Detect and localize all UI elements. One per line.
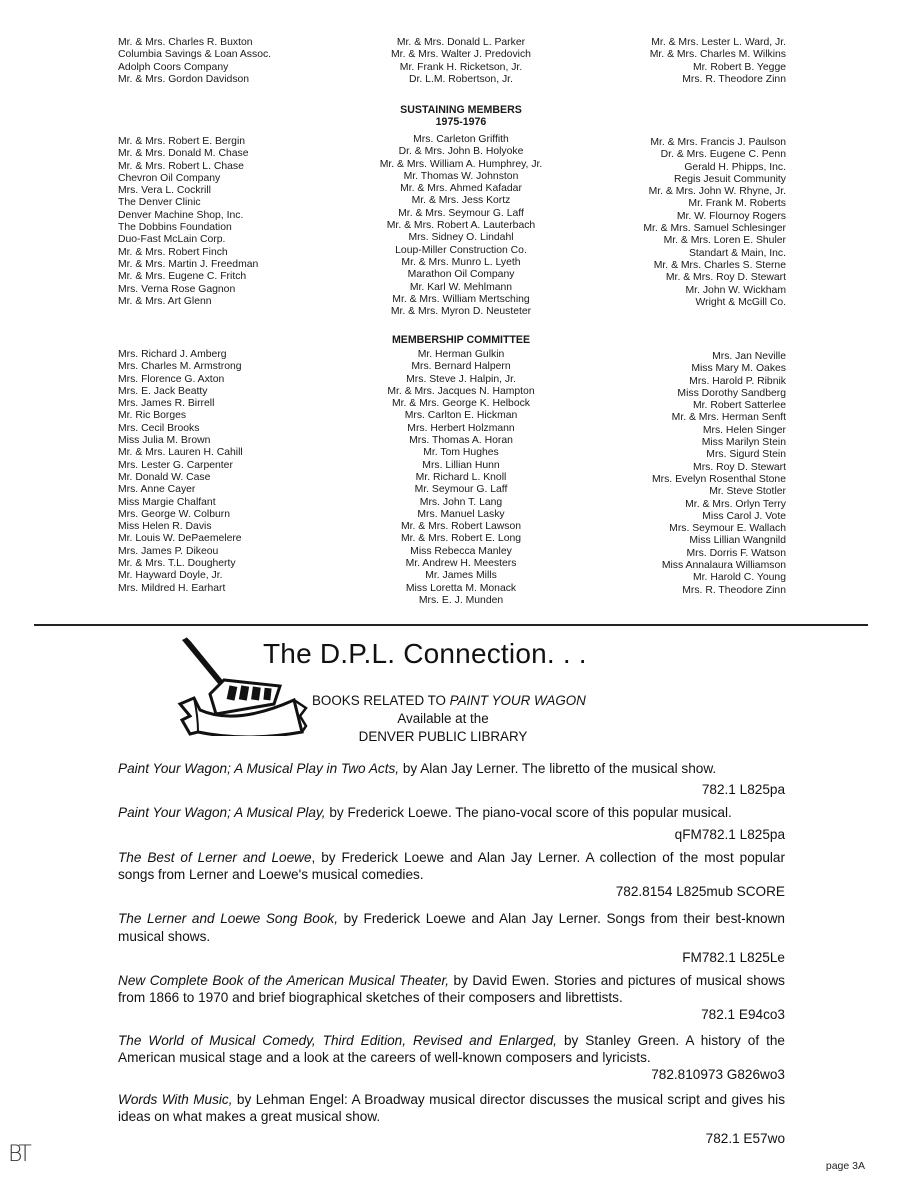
member-name: Mrs. Verna Rose Gagnon bbox=[118, 283, 236, 295]
member-name: Mr. Donald W. Case bbox=[118, 471, 211, 483]
member-name: Mrs. Evelyn Rosenthal Stone bbox=[652, 473, 786, 485]
member-name: Mr. & Mrs. Charles R. Buxton bbox=[118, 37, 253, 48]
typesetter-initials: BT bbox=[8, 1142, 28, 1167]
member-name: Marathon Oil Company bbox=[407, 269, 515, 281]
member-name: Mr. & Mrs. Robert Lawson bbox=[400, 521, 522, 533]
book-entry bbox=[118, 972, 785, 1024]
member-name: Mrs. Helen Singer bbox=[702, 424, 786, 436]
member-name: Mrs. Roy D. Stewart bbox=[693, 461, 786, 473]
book-title: Paint Your Wagon; A Musical Play, bbox=[118, 805, 326, 821]
sustaining-members-heading bbox=[336, 104, 586, 128]
member-name: Mrs. Steve J. Halpin, Jr. bbox=[406, 373, 516, 385]
patrons-right-column bbox=[604, 37, 786, 86]
member-name: Mrs. James R. Birrell bbox=[118, 398, 215, 410]
member-name: Mr. & Mrs. Art Glenn bbox=[118, 295, 212, 307]
member-name: Mr. Frank H. Ricketson, Jr. bbox=[399, 61, 523, 73]
page-number: page 3A bbox=[825, 1160, 865, 1172]
member-name: The Denver Clinic bbox=[118, 197, 201, 209]
member-name: Mrs. George W. Colburn bbox=[118, 508, 231, 520]
member-name: Mr. & Mrs. Seymour G. Laff bbox=[398, 207, 524, 219]
member-name: Mr. & Mrs. William Mertsching bbox=[392, 293, 530, 305]
member-name: Mr. & Mrs. Robert A. Lauterbach bbox=[386, 220, 536, 232]
member-name: Miss Helen R. Davis bbox=[118, 521, 212, 533]
member-name: Mr. Frank M. Roberts bbox=[688, 198, 786, 210]
member-name: Mr. & Mrs. Loren E. Shuler bbox=[663, 235, 786, 247]
call-number: qFM782.1 L825pa bbox=[674, 826, 785, 842]
member-name: Mr. & Mrs. Herman Senft bbox=[671, 412, 786, 424]
member-name: Mrs. Carlton E. Hickman bbox=[404, 410, 518, 422]
member-name: Mr. & Mrs. Gordon Davidson bbox=[118, 73, 250, 85]
member-name: Miss Marilyn Stein bbox=[701, 437, 786, 449]
subtitle-prefix: BOOKS RELATED TO bbox=[312, 693, 450, 708]
sustaining-years: 1975-1976 bbox=[435, 116, 487, 128]
member-name: Miss Carol J. Vote bbox=[702, 510, 786, 522]
member-name: Mrs. Harold P. Ribnik bbox=[689, 375, 786, 387]
book-title: The Best of Lerner and Loewe bbox=[118, 849, 312, 865]
member-name: Mr. Robert B. Yegge bbox=[693, 61, 786, 73]
member-name: Mr. & Mrs. Donald L. Parker bbox=[396, 37, 526, 48]
member-name: Mr. & Mrs. Robert E. Bergin bbox=[118, 136, 246, 147]
call-number: 782.810973 G826wo3 bbox=[651, 1067, 785, 1083]
member-name: Mr. & Mrs. Charles S. Sterne bbox=[653, 259, 786, 271]
sustaining-heading-text: SUSTAINING MEMBERS bbox=[400, 104, 522, 116]
member-name: Mr. & Mrs. Robert E. Long bbox=[400, 533, 522, 545]
member-name: Gerald H. Phipps, Inc. bbox=[684, 161, 786, 173]
member-name: Mr. & Mrs. Eugene C. Fritch bbox=[118, 271, 247, 283]
call-number: 782.1 E94co3 bbox=[701, 1007, 785, 1023]
book-title: New Complete Book of the American Musical Theater, bbox=[118, 973, 449, 989]
member-name: Miss Loretta M. Monack bbox=[405, 582, 517, 594]
member-name: Miss Julia M. Brown bbox=[118, 435, 211, 447]
member-name: Miss Annalaura Williamson bbox=[661, 560, 786, 572]
member-name: Mrs. Florence G. Axton bbox=[118, 373, 225, 385]
member-name: Mr. Seymour G. Laff bbox=[414, 484, 508, 496]
dpl-subtitle bbox=[312, 693, 586, 710]
member-name: Mrs. Carleton Griffith bbox=[413, 134, 509, 145]
member-name: Miss Mary M. Oakes bbox=[691, 363, 786, 375]
member-name: Mrs. Charles M. Armstrong bbox=[118, 361, 242, 373]
book-description: , by Frederick Loewe and Alan Jay Lerner. A collection of the most popular songs from Lerner and Loewe's musical comedies. bbox=[118, 849, 785, 883]
member-name: Mr. & Mrs. Robert Finch bbox=[118, 246, 228, 258]
member-name: Mr. & Mrs. Charles M. Wilkins bbox=[649, 49, 786, 61]
sustaining-right-column bbox=[604, 137, 786, 309]
member-name: Denver Machine Shop, Inc. bbox=[118, 209, 244, 221]
member-name: Duo-Fast McLain Corp. bbox=[118, 234, 226, 246]
member-name: Mr. & Mrs. John W. Rhyne, Jr. bbox=[648, 186, 786, 198]
member-name: Mrs. James P. Dikeou bbox=[118, 545, 219, 557]
member-name: The Dobbins Foundation bbox=[118, 222, 232, 234]
book-entry bbox=[118, 804, 785, 842]
member-name: Mr. & Mrs. Walter J. Predovich bbox=[391, 49, 531, 61]
book-entry bbox=[118, 760, 785, 798]
committee-left-column bbox=[118, 349, 318, 595]
member-name: Mrs. Seymour E. Wallach bbox=[669, 523, 786, 535]
sustaining-left-column bbox=[118, 136, 318, 308]
member-name: Mr. Thomas W. Johnston bbox=[403, 170, 519, 182]
book-title: Paint Your Wagon; A Musical Play in Two Acts, bbox=[118, 761, 400, 776]
sustaining-middle-column bbox=[336, 134, 586, 318]
call-number: 782.1 L825pa bbox=[701, 782, 785, 798]
book-description: by Frederick Loewe and Alan Jay Lerner. Songs from their best-known musical shows. bbox=[118, 911, 785, 944]
member-name: Mr. & Mrs. George K. Helbock bbox=[391, 398, 530, 410]
book-description: by Frederick Loewe. The piano-vocal score of this popular musical. bbox=[325, 805, 732, 821]
member-name: Wright & McGill Co. bbox=[695, 296, 786, 308]
member-name: Mr. Ric Borges bbox=[118, 410, 187, 422]
member-name: Mr. & Mrs. Martin J. Freedman bbox=[118, 258, 259, 270]
member-name: Mrs. Richard J. Amberg bbox=[118, 349, 227, 360]
member-name: Mr. & Mrs. Jacques N. Hampton bbox=[387, 385, 535, 397]
member-name: Mr. Karl W. Mehlmann bbox=[409, 281, 513, 293]
member-name: Mr. & Mrs. Munro L. Lyeth bbox=[401, 256, 521, 268]
member-name: Mr. Hayward Doyle, Jr. bbox=[118, 570, 223, 582]
member-name: Mr. & Mrs. Samuel Schlesinger bbox=[643, 223, 786, 235]
book-title: Words With Music, bbox=[118, 1092, 233, 1108]
member-name: Mr. & Mrs. William A. Humphrey, Jr. bbox=[379, 158, 543, 170]
member-name: Mrs. John T. Lang bbox=[419, 496, 503, 508]
member-name: Mrs. Cecil Brooks bbox=[118, 422, 200, 434]
member-name: Mrs. R. Theodore Zinn bbox=[682, 584, 786, 596]
patrons-left-column bbox=[118, 37, 318, 86]
dpl-library-line: DENVER PUBLIC LIBRARY bbox=[358, 729, 528, 744]
member-name: Adolph Coors Company bbox=[118, 61, 229, 73]
member-name: Mr. & Mrs. Lester L. Ward, Jr. bbox=[651, 37, 786, 48]
member-name: Dr. & Mrs. Eugene C. Penn bbox=[660, 149, 786, 161]
member-name: Mr. & Mrs. Jess Kortz bbox=[411, 195, 511, 207]
book-description: by Lehman Engel: A Broadway musical director discusses the musical script and gives his ideas on what makes a great musical show. bbox=[118, 1092, 785, 1125]
member-name: Dr. & Mrs. John B. Holyoke bbox=[398, 146, 524, 158]
book-description: by Stanley Green. A history of the American musical stage and a look at the careers of well-known composers and lyricists. bbox=[118, 1032, 785, 1065]
member-name: Mrs. E. J. Munden bbox=[418, 594, 504, 606]
member-name: Mr. John W. Wickham bbox=[685, 284, 786, 296]
member-name: Mr. Richard L. Knoll bbox=[415, 471, 507, 483]
member-name: Mrs. Herbert Holzmann bbox=[407, 422, 515, 434]
patrons-middle-column bbox=[336, 37, 586, 86]
member-name: Mrs. Manuel Lasky bbox=[417, 508, 505, 520]
member-name: Mr. & Mrs. Lauren H. Cahill bbox=[118, 447, 243, 459]
member-name: Mrs. Dorris F. Watson bbox=[686, 547, 786, 559]
member-name: Chevron Oil Company bbox=[118, 172, 221, 184]
member-name: Mrs. Lillian Hunn bbox=[422, 459, 500, 471]
member-name: Mrs. R. Theodore Zinn bbox=[682, 73, 786, 85]
committee-right-column bbox=[604, 351, 786, 597]
member-name: Mr. Herman Gulkin bbox=[417, 349, 505, 360]
member-name: Mr. & Mrs. Roy D. Stewart bbox=[665, 272, 786, 284]
dpl-connection-title: The D.P.L. Connection. . . bbox=[263, 638, 587, 669]
member-name: Mrs. Mildred H. Earhart bbox=[118, 582, 226, 594]
book-description: by David Ewen. Stories and pictures of musical shows from 1866 to 1970 and brief biographical sketches of their composers and librettists. bbox=[118, 973, 785, 1006]
book-title: The Lerner and Loewe Song Book, bbox=[118, 911, 338, 927]
book-entry bbox=[118, 1032, 785, 1084]
member-name: Miss Lillian Wangnild bbox=[689, 535, 786, 547]
book-entry bbox=[118, 849, 785, 901]
member-name: Mr. & Mrs. Francis J. Paulson bbox=[650, 137, 786, 148]
member-name: Mr. & Mrs. Robert L. Chase bbox=[118, 160, 244, 172]
member-name: Mr. Louis W. DePaemelere bbox=[118, 533, 242, 545]
member-name: Mrs. Thomas A. Horan bbox=[409, 435, 513, 447]
member-name: Columbia Savings & Loan Assoc. bbox=[118, 49, 272, 61]
member-name: Mr. Steve Stotler bbox=[709, 486, 786, 498]
call-number: FM782.1 L825Le bbox=[682, 949, 785, 965]
member-name: Mr. & Mrs. Donald M. Chase bbox=[118, 148, 249, 160]
committee-middle-column bbox=[336, 349, 586, 607]
call-number: 782.1 E57wo bbox=[705, 1130, 785, 1146]
member-name: Mrs. Vera L. Cockrill bbox=[118, 185, 211, 197]
member-name: Mrs. Jan Neville bbox=[712, 351, 786, 362]
member-name: Mrs. Lester G. Carpenter bbox=[118, 459, 233, 471]
member-name: Mrs. Anne Cayer bbox=[118, 484, 196, 496]
member-name: Mr. & Mrs. Orlyn Terry bbox=[685, 498, 786, 510]
member-name: Mr. Harold C. Young bbox=[693, 572, 786, 584]
member-name: Miss Margie Chalfant bbox=[118, 496, 216, 508]
book-list bbox=[118, 760, 785, 1153]
member-name: Miss Dorothy Sandberg bbox=[677, 387, 786, 399]
member-name: Miss Rebecca Manley bbox=[410, 545, 512, 557]
member-name: Loup-Miller Construction Co. bbox=[395, 244, 527, 256]
member-name: Dr. L.M. Robertson, Jr. bbox=[409, 73, 513, 85]
book-description: by Alan Jay Lerner. The libretto of the musical show. bbox=[399, 761, 717, 776]
call-number: 782.8154 L825mub SCORE bbox=[615, 884, 785, 900]
member-name: Mr. Robert Satterlee bbox=[693, 400, 786, 412]
subtitle-italic: PAINT YOUR WAGON bbox=[449, 693, 586, 708]
member-name: Mrs. Sigurd Stein bbox=[706, 449, 786, 461]
member-name: Regis Jesuit Community bbox=[673, 173, 786, 185]
member-name: Mr. Tom Hughes bbox=[423, 447, 499, 459]
member-name: Mr. & Mrs. Ahmed Kafadar bbox=[400, 183, 522, 195]
membership-committee-heading: MEMBERSHIP COMMITTEE bbox=[391, 334, 531, 346]
member-name: Mrs. E. Jack Beatty bbox=[118, 385, 208, 397]
member-name: Mr. & Mrs. Myron D. Neusteter bbox=[390, 306, 532, 318]
member-name: Mr. W. Flournoy Rogers bbox=[676, 210, 786, 222]
book-entry bbox=[118, 910, 785, 966]
member-name: Mr. & Mrs. T.L. Dougherty bbox=[118, 558, 236, 570]
dpl-available-line: Available at the bbox=[397, 711, 489, 726]
section-divider bbox=[34, 624, 868, 626]
member-name: Standart & Main, Inc. bbox=[688, 247, 786, 259]
book-title: The World of Musical Comedy, Third Edition, Revised and Enlarged, bbox=[118, 1032, 557, 1048]
member-name: Mr. James Mills bbox=[425, 570, 497, 582]
book-entry bbox=[118, 1091, 785, 1147]
member-name: Mrs. Sidney O. Lindahl bbox=[408, 232, 514, 244]
member-name: Mrs. Bernard Halpern bbox=[411, 361, 511, 373]
member-name: Mr. Andrew H. Meesters bbox=[405, 558, 517, 570]
